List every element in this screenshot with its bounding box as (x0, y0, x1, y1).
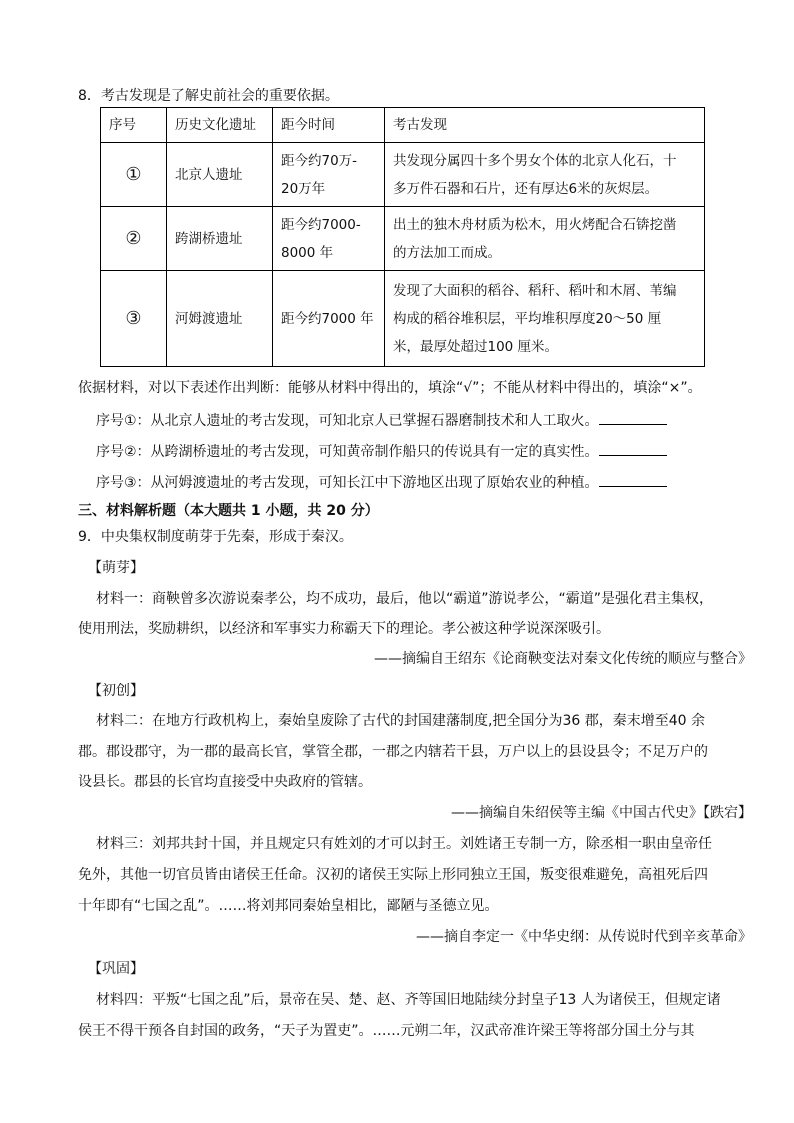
answer-blank[interactable] (599, 441, 667, 456)
heading-sprout: 【萌芽】 (88, 560, 144, 576)
row-site: 河姆渡遗址 (167, 271, 273, 367)
section-3-title: 三、材料解析题（本大题共 1 小题，共 20 分） (78, 503, 379, 519)
heading-consolidation: 【巩固】 (88, 961, 144, 977)
table-row (101, 271, 705, 367)
row-finding: 出土的独木舟材质为松木，用火烤配合石锛挖凿 的方法加工而成。 (385, 207, 705, 271)
material-1-line-1: 材料一：商鞅曾多次游说秦孝公，均不成功，最后，他以“霸道”游说孝公，“霸道”是强化君主集权， (96, 591, 714, 607)
row-number: ③ (101, 271, 167, 367)
material-3-line-2: 免外，其他一切官员皆由诸侯王任命。汉初的诸侯王实际上形同独立王国，叛变很难避免，高祖死后四 (78, 867, 708, 883)
header-time: 距今时间 (273, 108, 385, 143)
header-finding: 考古发现 (385, 108, 705, 143)
material-1-line-2: 使用刑法，奖励耕织，以经济和军事实力称霸天下的理论。孝公被这种学说深深吸引。 (78, 621, 610, 637)
header-number: 序号 (101, 108, 167, 143)
material-2-source: ——摘编自朱绍侯等主编《中国古代史》【跌宕】 (451, 805, 752, 821)
statement-3: 序号③：从河姆渡遗址的考古发现，可知长江中下游地区出现了原始农业的种植。 (96, 472, 667, 492)
material-2-line-3: 设县长。郡县的长官均直接受中央政府的管辖。 (78, 774, 372, 790)
instruction-text: 依据材料，对以下表述作出判断：能够从材料中得出的，填涂“√”；不能从材料中得出的，填涂“×”。 (78, 380, 702, 396)
table-row (101, 143, 705, 207)
material-3-line-3: 十年即有“七国之乱”。……将刘邦同秦始皇相比，鄙陋与圣德立见。 (78, 898, 499, 914)
material-2-line-2: 郡。郡设郡守，为一郡的最高长官，掌管全郡，一郡之内辖若干县，万户以上的县设县令；不足万户的 (78, 744, 708, 760)
row-site: 北京人遗址 (167, 143, 273, 207)
row-time: 距今约7000- 8000 年 (273, 207, 385, 271)
heading-founding: 【初创】 (88, 683, 144, 699)
header-site: 历史文化遗址 (167, 108, 273, 143)
row-time: 距今约7000 年 (273, 271, 385, 367)
material-2-line-1: 材料二：在地方行政机构上，秦始皇废除了古代的封国建藩制度,把全国分为36 郡，秦末增至40 余 (96, 713, 705, 729)
answer-blank[interactable] (599, 410, 667, 425)
statement-1: 序号①：从北京人遗址的考古发现，可知北京人已掌握石器磨制技术和人工取火。 (96, 410, 667, 430)
question-9-title: 9．中央集权制度萌芽于先秦，形成于秦汉。 (78, 529, 353, 545)
question-8-title: 8．考古发现是了解史前社会的重要依据。 (78, 88, 339, 104)
row-time: 距今约70万- 20万年 (273, 143, 385, 207)
statement-2: 序号②：从跨湖桥遗址的考古发现，可知黄帝制作船只的传说具有一定的真实性。 (96, 441, 667, 461)
material-1-source: ——摘编自王绍东《论商鞅变法对秦文化传统的顺应与整合》 (374, 651, 752, 667)
row-finding: 共发现分属四十多个男女个体的北京人化石，十 多万件石器和石片，还有厚达6米的灰烬层。 (385, 143, 705, 207)
row-finding: 发现了大面积的稻谷、稻秆、稻叶和木屑、苇编 构成的稻谷堆积层，平均堆积厚度20～50 厘 米，最厚处超过100 厘米。 (385, 271, 705, 367)
row-number: ② (101, 207, 167, 271)
row-number: ① (101, 143, 167, 207)
archaeology-table (100, 107, 705, 367)
material-3-line-1: 材料三：刘邦共封十国，并且规定只有姓刘的才可以封王。刘姓诸王专制一方，除丞相一职由皇帝任 (96, 836, 712, 852)
table-row (101, 207, 705, 271)
material-3-source: ——摘自李定一《中华史纲：从传说时代到辛亥革命》 (416, 929, 752, 945)
answer-blank[interactable] (599, 472, 667, 487)
table-header-row (101, 108, 705, 143)
row-site: 跨湖桥遗址 (167, 207, 273, 271)
material-4-line-1: 材料四：平叛“七国之乱”后，景帝在吴、楚、赵、齐等国旧地陆续分封皇子13 人为诸侯王，但规定诸 (96, 992, 721, 1008)
material-4-line-2: 侯王不得干预各自封国的政务，“天子为置吏”。……元朔二年，汉武帝准许梁王等将部分国土分与其 (78, 1023, 695, 1039)
